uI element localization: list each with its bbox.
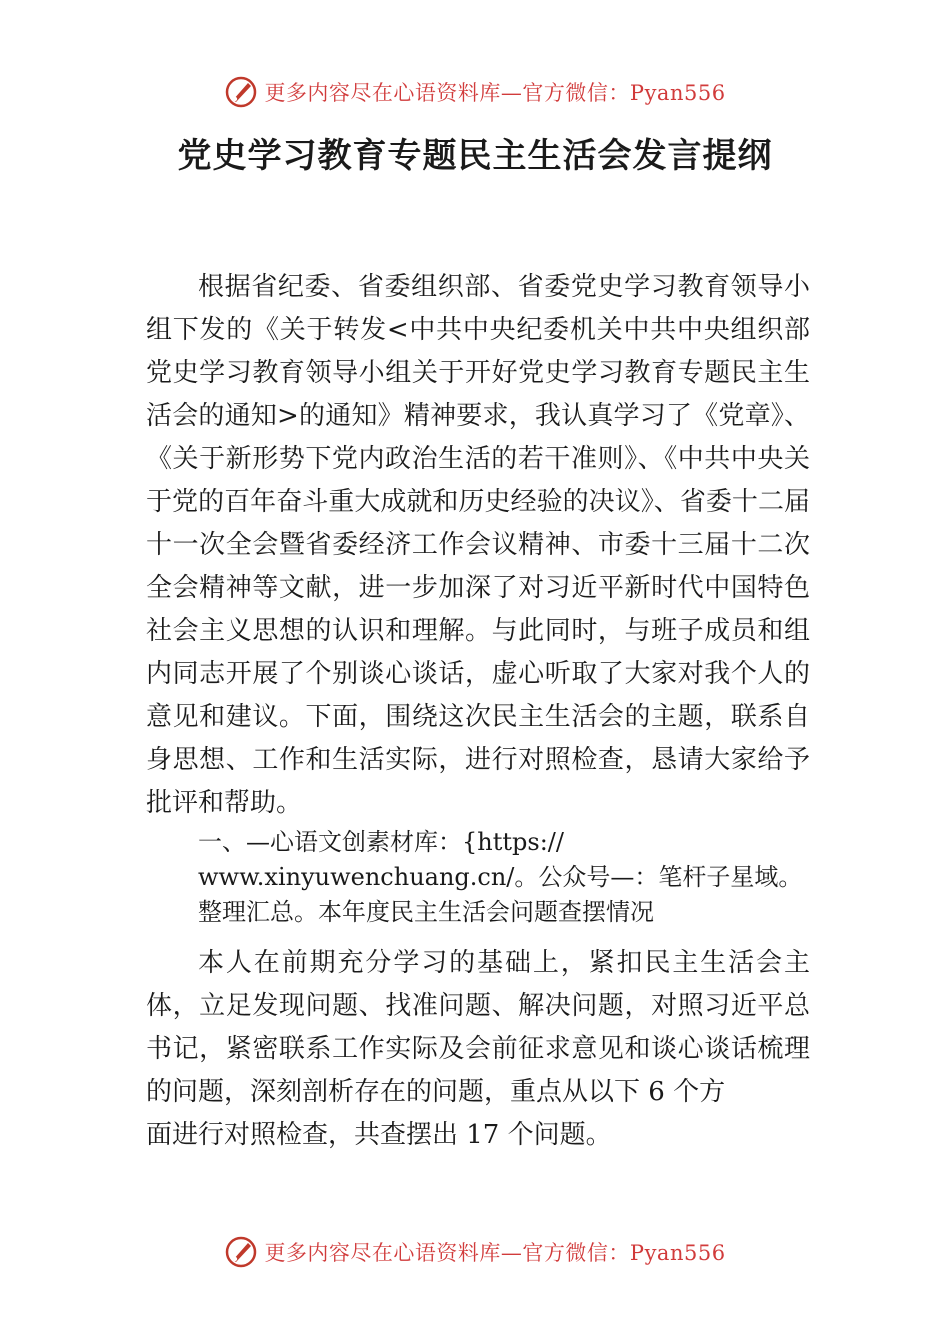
document-body <box>146 266 810 1157</box>
section-heading-1 <box>146 825 810 930</box>
paragraph-problems-continued: 面进行对照检查，共查摆出 17 个问题。 <box>146 1120 612 1150</box>
paragraph-problems: 本人在前期充分学习的基础上，紧扣民主生活会主体，立足发现问题、找准问题、解决问题，对照习近平总书记，紧密联系工作实际及会前征求意见和谈心谈话梳理的问题，深刻剖析存在的问题，重点从以下 6 个方 <box>146 948 810 1107</box>
section-heading-line: 一、—心语文创素材库：{https:// <box>198 828 564 856</box>
paragraph-intro: 根据省纪委、省委组织部、省委党史学习教育领导小组下发的《关于转发<中共中央纪委机关中共中央组织部党史学习教育领导小组关于开好党史学习教育专题民主生活会的通知>的通知》精神要求，我认真学习了《党章》、《关于新形势下党内政治生活的若干准则》、《中共中央关于党的百年奋斗重大成就和历史经验的决议》、省委十二届十一次全会暨省委经济工作会议精神、市委十三届十二次全会精神等文献，进一步加深了对习近平新时代中国特色社会主义思想的认识和理解。与此同时，与班子成员和组内同志开展了个别谈心谈话，虚心听取了大家对我个人的意见和建议。下面，围绕这次民主生活会的主题，联系自身思想、工作和生活实际，进行对照检查，恳请大家给予批评和帮助。 <box>146 272 810 818</box>
pen-nib-logo-icon <box>224 75 258 109</box>
footer-watermark-banner <box>0 1232 950 1272</box>
banner-text: 更多内容尽在心语资料库—官方微信：Pyan556 <box>264 81 726 105</box>
banner-text: 更多内容尽在心语资料库—官方微信：Pyan556 <box>264 1241 726 1265</box>
header-watermark-banner <box>0 72 950 112</box>
section-heading-line: 整理汇总。本年度民主生活会问题查摆情况 <box>198 898 654 926</box>
pen-nib-logo-icon <box>224 1235 258 1269</box>
section-heading-line: www.xinyuwenchuang.cn/。公众号—：笔杆子星域。 <box>198 863 803 891</box>
document-title: 党史学习教育专题民主生活会发言提纲 <box>177 136 773 176</box>
